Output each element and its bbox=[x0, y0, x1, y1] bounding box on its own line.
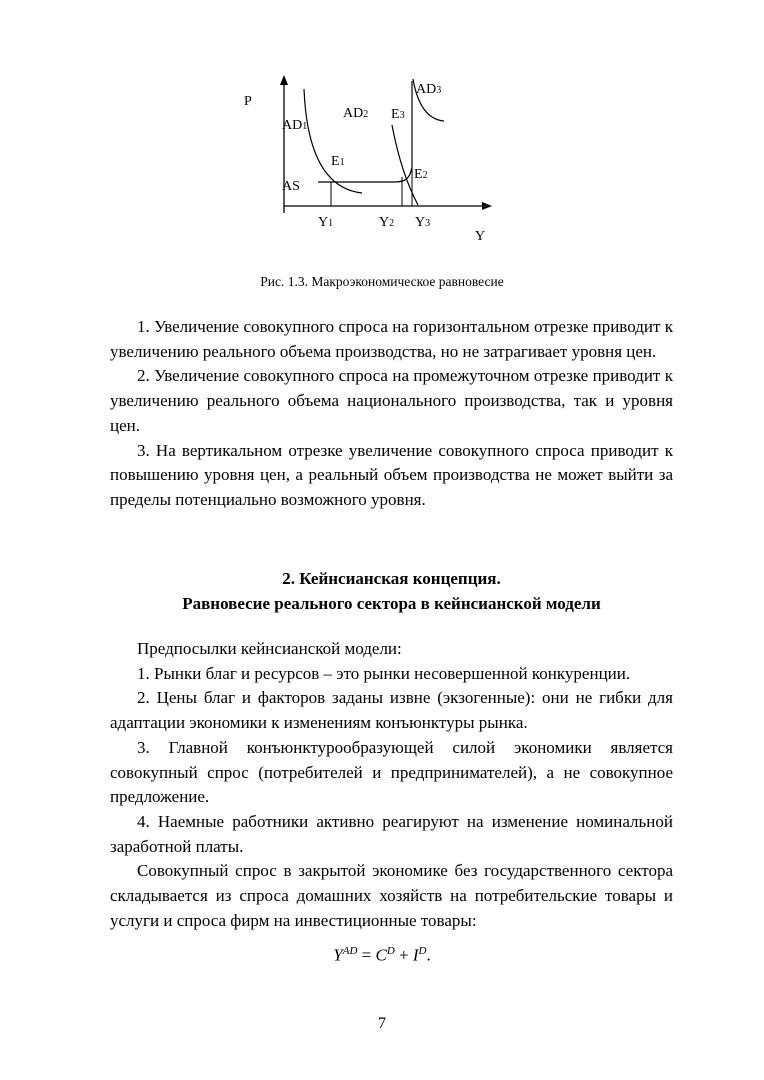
prerequisite-4: 4. Наемные работники активно реагируют на изменение номинальной заработной платы. bbox=[110, 811, 673, 856]
macroeconomic-equilibrium-figure bbox=[230, 75, 510, 255]
section-heading-line-1: 2. Кейнсианская концепция. bbox=[282, 569, 501, 588]
aggregate-demand-paragraph: Совокупный спрос в закрытой экономике без государственного сектора складывается из спроса домашних хозяйств на потребительские товары и услуги и спроса фирм на инвестиционные товары: bbox=[110, 861, 673, 930]
p-label: P bbox=[244, 94, 252, 109]
result-paragraph-2: 2. Увеличение совокупного спроса на промежуточном отрезке приводит к увеличению реального объема национального производства, так и уровня цен. bbox=[110, 366, 673, 435]
keynesian-prerequisites bbox=[110, 637, 673, 933]
result-paragraph-1: 1. Увеличение совокупного спроса на горизонтальном отрезке приводит к увеличению реального объема производства, но не затрагивает уровня цен. bbox=[110, 317, 673, 361]
prerequisite-1: 1. Рынки благ и ресурсов – это рынки несовершенной конкуренции. bbox=[137, 663, 631, 683]
y-axis-arrow bbox=[482, 202, 492, 210]
as-label: AS bbox=[282, 179, 300, 194]
e1-label: E1 bbox=[331, 154, 345, 169]
figure-graph bbox=[230, 75, 510, 255]
p-axis-arrow bbox=[280, 75, 288, 85]
prerequisite-3: 3. Главной конъюнктурообразующей силой экономики является совокупный спрос (потребителей и предпринимателей), а не совокупное предложение. bbox=[110, 737, 673, 807]
ad1-curve bbox=[304, 89, 362, 193]
section-heading bbox=[110, 566, 673, 616]
ad2-curve bbox=[392, 125, 418, 205]
y-axis-label: Y bbox=[475, 229, 486, 244]
e2-label: E2 bbox=[414, 167, 428, 182]
result-paragraph-3: 3. На вертикальном отрезке увеличение совокупного спроса приводит к повышению уровня цен, а реальный объем производства не может выйти за пределы потенциально возможного уровня. bbox=[110, 440, 673, 509]
ad2-label: AD2 bbox=[343, 106, 369, 121]
aggregate-demand-formula: $Y^{AD} = C^D + I^D$. bbox=[333, 945, 431, 965]
y2-label: Y2 bbox=[379, 215, 395, 230]
results-list bbox=[110, 315, 673, 513]
y3-label: Y3 bbox=[415, 215, 431, 230]
e3-label: E3 bbox=[391, 107, 405, 122]
figure-caption: Рис. 1.3. Макроэкономическое равновесие bbox=[260, 274, 504, 289]
prerequisites-intro: Предпосылки кейнсианской модели: bbox=[137, 639, 402, 658]
prerequisite-2: 2. Цены благ и факторов заданы извне (экзогенные): они не гибки для адаптации экономики к изменениям конъюнктуры рынка. bbox=[110, 688, 673, 733]
section-heading-line-2: Равновесие реального сектора в кейнсианской модели bbox=[182, 594, 601, 613]
ad3-label: AD3 bbox=[416, 82, 442, 97]
ad1-label: AD1 bbox=[282, 118, 308, 133]
page-number: 7 bbox=[378, 1015, 386, 1032]
y1-label: Y1 bbox=[318, 215, 334, 230]
